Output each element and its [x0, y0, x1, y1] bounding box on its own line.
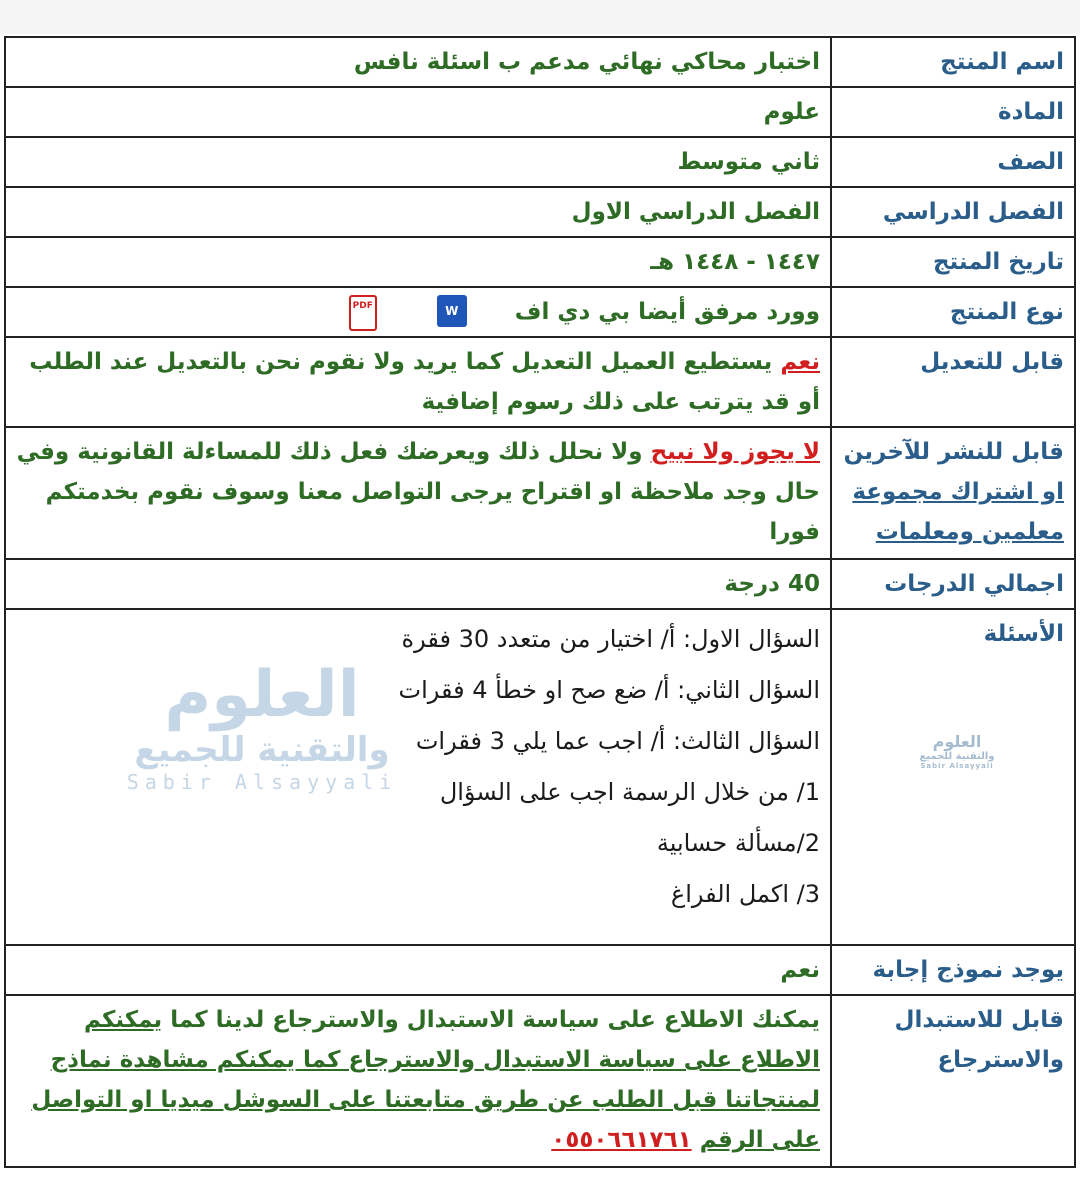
label-publishing-2: او اشتراك مجموعة: [852, 479, 1064, 505]
label-refund-1: قابل للاستبدال: [894, 1007, 1064, 1033]
row-answer-key: [5, 945, 1075, 995]
value-editable-cell: [5, 337, 831, 427]
row-type: [5, 287, 1075, 337]
row-product-name: [5, 37, 1075, 87]
publishing-text: ولا نحلل ذلك ويعرضك فعل ذلك للمساءلة القانونية وفي حال وجد ملاحظة او اقتراح يرجى التواصل معنا وسوف نقوم بخدمتكم فورا: [16, 439, 820, 545]
watermark-line-3: Sabir Alsayyali: [126, 770, 398, 794]
file-type-icons: [349, 295, 467, 331]
label-term: الفصل الدراسي: [831, 187, 1075, 237]
label-refund-2: والاسترجاع: [937, 1047, 1064, 1073]
value-type: وورد مرفق أيضا بي دي اف: [514, 299, 820, 325]
pdf-icon: PDF: [349, 295, 377, 331]
row-editable: [5, 337, 1075, 427]
label-product-name: اسم المنتج: [831, 37, 1075, 87]
label-refund-cell: [831, 995, 1075, 1167]
question-3: السؤال الثالث: أ/ اجب عما يلي 3 فقرات: [415, 727, 820, 755]
watermark-small-line-1: العلوم: [932, 732, 982, 751]
value-total: 40 درجة: [5, 559, 831, 609]
questions-cell: [5, 609, 831, 945]
watermark-line-1: العلوم: [164, 658, 360, 732]
label-total: اجمالي الدرجات: [831, 559, 1075, 609]
publishing-warning: لا يجوز ولا نبيح: [650, 439, 820, 465]
word-icon: W: [437, 295, 467, 327]
label-editable: قابل للتعديل: [831, 337, 1075, 427]
product-info-table: [4, 36, 1076, 1168]
value-grade: ثاني متوسط: [5, 137, 831, 187]
subquestion-2: 2/مسألة حسابية: [656, 829, 820, 857]
refund-phone: ٠٥٥٠٦٦١٧٦١: [551, 1127, 692, 1153]
value-subject: علوم: [5, 87, 831, 137]
label-type: نوع المنتج: [831, 287, 1075, 337]
label-subject: المادة: [831, 87, 1075, 137]
value-type-cell: [5, 287, 831, 337]
value-term: الفصل الدراسي الاول: [5, 187, 831, 237]
value-date: ١٤٤٧ - ١٤٤٨ هـ: [5, 237, 831, 287]
row-refund: [5, 995, 1075, 1167]
label-publishing-3: معلمين ومعلمات: [875, 519, 1064, 545]
row-term: [5, 187, 1075, 237]
top-band: [0, 0, 1080, 34]
row-subject: [5, 87, 1075, 137]
label-questions: الأسئلة: [831, 609, 1075, 945]
row-date: [5, 237, 1075, 287]
label-publishing-cell: [831, 427, 1075, 559]
watermark-line-2: والتقنية للجميع: [134, 730, 390, 770]
label-answer-key: يوجد نموذج إجابة: [831, 945, 1075, 995]
label-publishing-1: قابل للنشر للآخرين: [843, 439, 1064, 465]
label-grade: الصف: [831, 137, 1075, 187]
watermark-small-line-3: Sabir Alsayyali: [920, 762, 994, 770]
row-publishing: [5, 427, 1075, 559]
row-questions: [5, 609, 1075, 945]
editable-yes: نعم: [780, 349, 820, 375]
subquestion-3: 3/ اكمل الفراغ: [670, 880, 820, 908]
refund-text-2: يمكنكم الاطلاع على سياسة الاستبدال والاسترجاع كما يمكنكم مشاهدة نماذج لمنتجاتنا قبل الطلب عن طريق متابعتنا على السوشل ميديا او التواصل على الرقم: [31, 1007, 820, 1153]
row-total: [5, 559, 1075, 609]
watermark-small-line-2: والتقنية للجميع: [919, 751, 995, 762]
value-product-name: اختبار محاكي نهائي مدعم ب اسئلة نافس: [5, 37, 831, 87]
question-2: السؤال الثاني: أ/ ضع صح او خطأ 4 فقرات: [398, 676, 820, 704]
refund-text-1: يمكنك الاطلاع على سياسة الاستبدال والاسترجاع لدينا كما: [170, 1007, 820, 1033]
label-date: تاريخ المنتج: [831, 237, 1075, 287]
value-answer-key: نعم: [5, 945, 831, 995]
row-grade: [5, 137, 1075, 187]
subquestion-1: 1/ من خلال الرسمة اجب على السؤال: [439, 778, 820, 806]
value-publishing-cell: [5, 427, 831, 559]
value-refund-cell: [5, 995, 831, 1167]
editable-text: يستطيع العميل التعديل كما يريد ولا نقوم نحن بالتعديل عند الطلب أو قد يترتب على ذلك رسوم إضافية: [29, 349, 820, 415]
question-1: السؤال الاول: أ/ اختيار من متعدد 30 فقرة: [401, 625, 820, 653]
